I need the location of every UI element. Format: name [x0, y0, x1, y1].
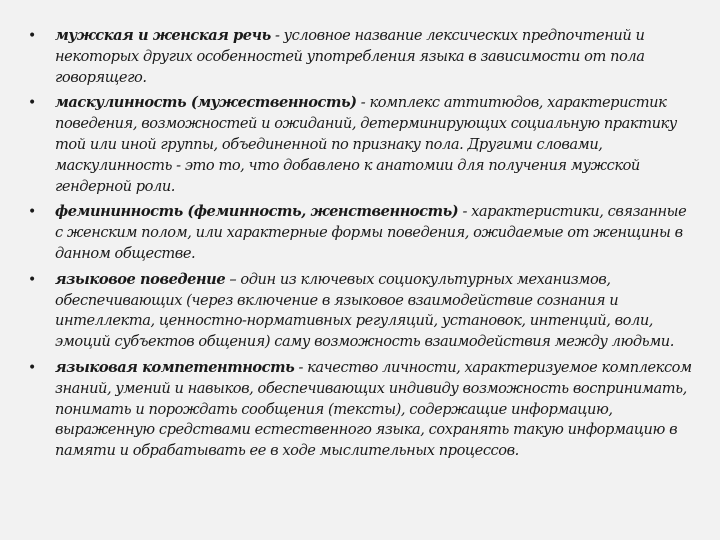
- term-definition: характеристики, связанные с женским полом, или характерные формы поведения, ожидаемые от женщины в данном обществе.: [55, 203, 687, 262]
- bullet-icon: •: [28, 204, 36, 221]
- term-separator: -: [356, 94, 370, 112]
- term-definition: комплекс аттитюдов, характеристик поведения, возможностей и ожиданий, детерминирующих социальную практику той или иной группы, объединенной по признаку пола. Другими словами, маскулинность - это то, что добавлено к анатомии для получения мужской гендерной роли.: [55, 94, 677, 195]
- bullet-icon: •: [28, 271, 36, 288]
- term-name: фемининность (феминность, женственность): [55, 203, 459, 221]
- list-item: [24, 202, 698, 264]
- list-item: [24, 93, 698, 197]
- list-item: [24, 358, 698, 462]
- bullet-icon: •: [28, 359, 36, 376]
- term-list: [24, 26, 698, 462]
- term-separator: -: [270, 27, 284, 44]
- term-definition: качество личности, характеризуемое комплексом знаний, умений и навыков, обеспечивающих индивиду возможность воспринимать, понимать и порождать сообщения (тексты), содержащие информацию, выраженную средствами естественного языка, сохранять такую информацию в памяти и обрабатывать ее в ходе мыслительных процессов.: [55, 358, 692, 460]
- bullet-icon: •: [28, 95, 36, 112]
- term-separator: -: [294, 358, 308, 376]
- list-item: [24, 270, 698, 353]
- term-name: маскулинность (мужественность): [55, 94, 357, 112]
- term-name: мужская и женская речь: [55, 27, 271, 44]
- term-definition: один из ключевых социокультурных механизмов, обеспечивающих (через включение в языковое взаимодействие сознания и интеллекта, ценностно-нормативных регуляций, установок, интенций, воли, эмоций субъектов общения) саму возможность взаимодействия между людьми.: [55, 270, 674, 351]
- term-name: языковая компетентность: [55, 358, 295, 376]
- term-separator: –: [225, 270, 241, 288]
- list-item: [24, 26, 698, 88]
- term-separator: -: [458, 203, 472, 221]
- bullet-icon: •: [28, 28, 36, 44]
- term-definition: условное название лексических предпочтений и некоторых других особенностей употребления языка в зависимости от пола говорящего.: [55, 27, 645, 86]
- term-name: языковое поведение: [55, 270, 226, 288]
